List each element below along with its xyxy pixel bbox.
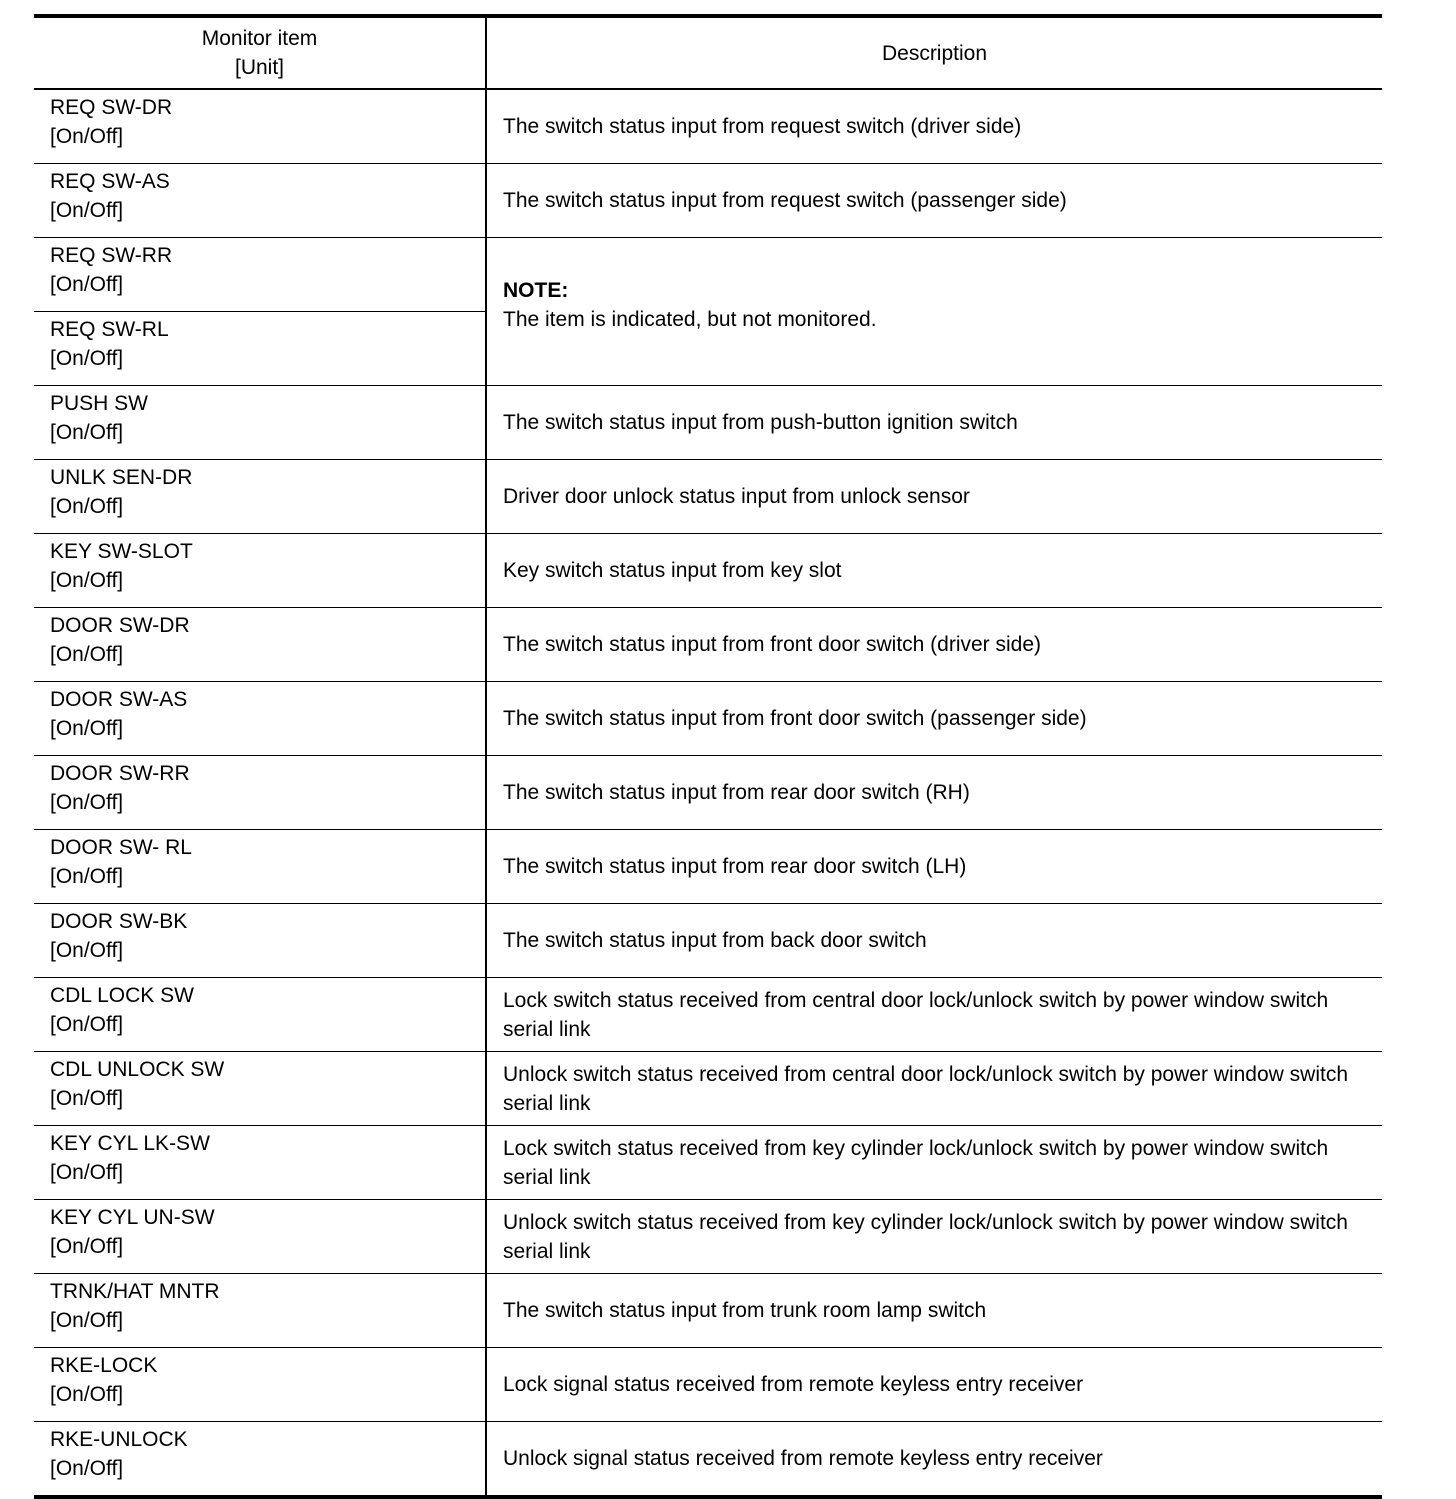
- monitor-item-cell: [34, 1348, 486, 1422]
- table-row: [34, 682, 1382, 756]
- monitor-item-name: DOOR SW-BK: [50, 910, 188, 933]
- monitor-item-name: KEY CYL UN-SW: [50, 1206, 215, 1229]
- monitor-item-unit: [On/Off]: [50, 199, 124, 222]
- monitor-item-unit: [On/Off]: [50, 1013, 124, 1036]
- monitor-item-cell: [34, 1052, 486, 1126]
- monitor-item-unit: [On/Off]: [50, 125, 124, 148]
- monitor-item-cell: [34, 1422, 486, 1498]
- monitor-item-unit: [On/Off]: [50, 939, 124, 962]
- description-cell: The switch status input from push-button ignition switch: [486, 386, 1382, 460]
- monitor-item-name: RKE-UNLOCK: [50, 1428, 188, 1451]
- table-header-row: [34, 16, 1382, 89]
- monitor-item-cell: [34, 682, 486, 756]
- monitor-item-name: DOOR SW- RL: [50, 836, 192, 859]
- monitor-item-name: KEY CYL LK-SW: [50, 1132, 210, 1155]
- description-cell: Key switch status input from key slot: [486, 534, 1382, 608]
- monitor-item-cell: [34, 534, 486, 608]
- monitor-item-name: TRNK/HAT MNTR: [50, 1280, 220, 1303]
- table-row: [34, 1422, 1382, 1498]
- monitor-item-cell: [34, 1126, 486, 1200]
- monitor-item-name: KEY SW-SLOT: [50, 540, 193, 563]
- monitor-item-name: REQ SW-AS: [50, 170, 170, 193]
- table-row: [34, 1200, 1382, 1274]
- description-cell: The switch status input from rear door switch (RH): [486, 756, 1382, 830]
- note-title: NOTE:: [503, 279, 569, 302]
- table-row: [34, 89, 1382, 164]
- monitor-item-cell: [34, 238, 486, 312]
- monitor-item-cell: [34, 756, 486, 830]
- table-row: [34, 534, 1382, 608]
- table-row: [34, 1348, 1382, 1422]
- monitor-item-unit: [On/Off]: [50, 717, 124, 740]
- monitor-item-unit: [On/Off]: [50, 495, 124, 518]
- table-row: [34, 386, 1382, 460]
- table-row: [34, 238, 1382, 312]
- monitor-item-unit: [On/Off]: [50, 421, 124, 444]
- description-cell: Lock switch status received from key cylinder lock/unlock switch by power window switch serial link: [486, 1126, 1382, 1200]
- monitor-item-cell: [34, 460, 486, 534]
- monitor-item-cell: [34, 386, 486, 460]
- monitor-item-cell: [34, 608, 486, 682]
- table-row: [34, 1274, 1382, 1348]
- table-row: [34, 164, 1382, 238]
- monitor-item-unit: [On/Off]: [50, 1457, 124, 1480]
- description-cell: Unlock switch status received from central door lock/unlock switch by power window switch serial link: [486, 1052, 1382, 1126]
- monitor-item-unit: [On/Off]: [50, 791, 124, 814]
- table-row: [34, 904, 1382, 978]
- monitor-item-unit: [On/Off]: [50, 1087, 124, 1110]
- monitor-item-unit: [On/Off]: [50, 569, 124, 592]
- table-row: [34, 460, 1382, 534]
- monitor-item-unit: [On/Off]: [50, 1383, 124, 1406]
- monitor-item-cell: [34, 830, 486, 904]
- monitor-item-unit: [On/Off]: [50, 1235, 124, 1258]
- monitor-item-name: DOOR SW-DR: [50, 614, 190, 637]
- note-text: The item is indicated, but not monitored.: [503, 308, 877, 331]
- table-row: [34, 978, 1382, 1052]
- table-row: [34, 830, 1382, 904]
- monitor-item-name: RKE-LOCK: [50, 1354, 158, 1377]
- description-cell: Driver door unlock status input from unlock sensor: [486, 460, 1382, 534]
- monitor-item-unit: [On/Off]: [50, 1309, 124, 1332]
- description-cell: The switch status input from front door switch (driver side): [486, 608, 1382, 682]
- monitor-item-cell: [34, 904, 486, 978]
- note-cell: [486, 238, 1382, 386]
- monitor-item-name: CDL LOCK SW: [50, 984, 194, 1007]
- monitor-item-name: PUSH SW: [50, 392, 149, 415]
- monitor-item-name: DOOR SW-AS: [50, 688, 188, 711]
- table-body: [34, 89, 1382, 1497]
- description-cell: Lock signal status received from remote keyless entry receiver: [486, 1348, 1382, 1422]
- table-row: [34, 756, 1382, 830]
- description-cell: The switch status input from trunk room lamp switch: [486, 1274, 1382, 1348]
- monitor-item-name: CDL UNLOCK SW: [50, 1058, 225, 1081]
- table-row: [34, 1052, 1382, 1126]
- monitor-item-name: UNLK SEN-DR: [50, 466, 193, 489]
- monitor-item-table: [34, 14, 1382, 1499]
- monitor-item-unit: [On/Off]: [50, 273, 124, 296]
- monitor-item-cell: [34, 1200, 486, 1274]
- header-monitor-item: [34, 16, 486, 89]
- header-monitor-item-label: Monitor item: [201, 27, 318, 50]
- description-cell: The switch status input from request switch (driver side): [486, 89, 1382, 164]
- monitor-item-name: REQ SW-RL: [50, 318, 169, 341]
- monitor-item-unit: [On/Off]: [50, 643, 124, 666]
- description-cell: Unlock switch status received from key cylinder lock/unlock switch by power window switch serial link: [486, 1200, 1382, 1274]
- description-cell: Unlock signal status received from remote keyless entry receiver: [486, 1422, 1382, 1498]
- description-cell: The switch status input from back door switch: [486, 904, 1382, 978]
- monitor-item-cell: [34, 978, 486, 1052]
- header-unit-label: [Unit]: [234, 56, 284, 79]
- monitor-item-name: DOOR SW-RR: [50, 762, 190, 785]
- monitor-item-cell: [34, 89, 486, 164]
- monitor-item-unit: [On/Off]: [50, 865, 124, 888]
- monitor-item-cell: [34, 164, 486, 238]
- table-row: [34, 1126, 1382, 1200]
- header-description: Description: [486, 16, 1382, 89]
- description-cell: The switch status input from request switch (passenger side): [486, 164, 1382, 238]
- description-cell: Lock switch status received from central door lock/unlock switch by power window switch serial link: [486, 978, 1382, 1052]
- description-cell: The switch status input from rear door switch (LH): [486, 830, 1382, 904]
- monitor-item-unit: [On/Off]: [50, 347, 124, 370]
- monitor-item-name: REQ SW-RR: [50, 244, 173, 267]
- monitor-item-unit: [On/Off]: [50, 1161, 124, 1184]
- monitor-item-name: REQ SW-DR: [50, 96, 173, 119]
- monitor-item-cell: [34, 1274, 486, 1348]
- table-row: [34, 608, 1382, 682]
- description-cell: The switch status input from front door switch (passenger side): [486, 682, 1382, 756]
- monitor-item-cell: [34, 312, 486, 386]
